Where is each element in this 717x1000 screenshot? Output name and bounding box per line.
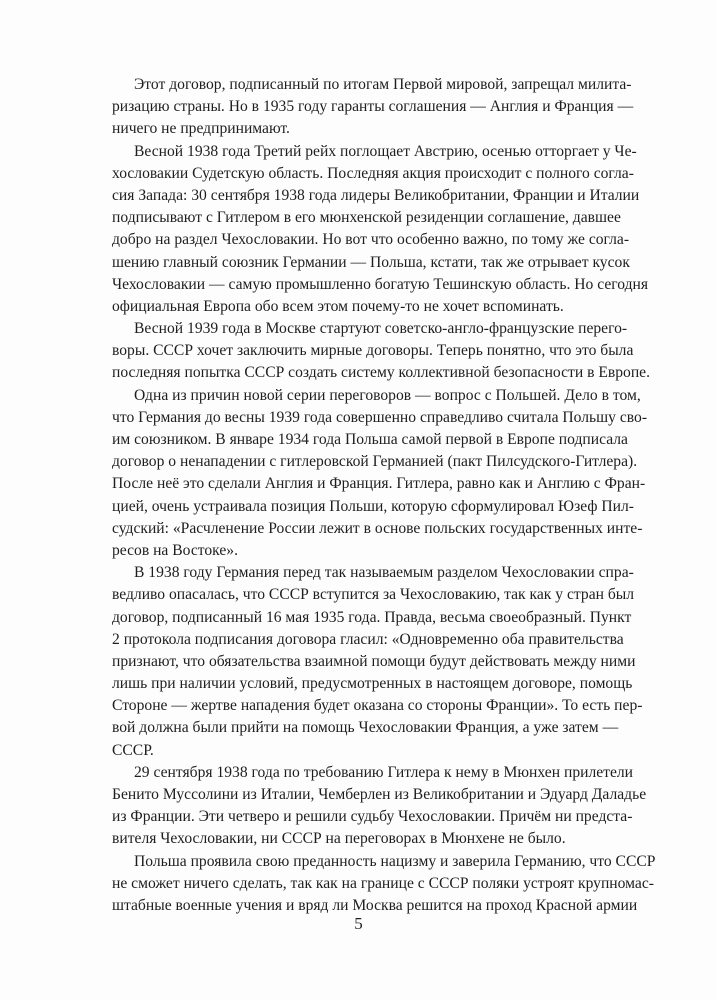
text-line: последняя попытка СССР создать систему коллективной безопасности в Европе. — [112, 364, 650, 382]
text-line: вителя Чехословакии, ни СССР на переговорах в Мюнхене не было. — [112, 830, 566, 848]
text-line: договор о ненападении с гитлеровской Германией (пакт Пилсудского-Гитлера). — [112, 453, 638, 471]
text-line: лишь при наличии условий, предусмотренных в настоящем договоре, помощь — [112, 675, 633, 693]
text-line: Чехословакии — самую промышленно богатую Тешинскую область. Но сегодня — [112, 275, 649, 293]
text-line: цией, очень устраивала позиция Польши, которую сформулировал Юзеф Пил- — [112, 497, 634, 515]
text-line: ризацию страны. Но в 1935 году гаранты соглашения — Англия и Франция — — [112, 98, 634, 116]
text-line: 29 сентября 1938 года по требованию Гитлера к нему в Мюнхен прилетели — [134, 763, 634, 781]
text-line: 2 протокола подписания договора гласил: «Одновременно оба правительства — [112, 630, 624, 648]
text-line: Польша проявила свою преданность нацизму и заверила Германию, что СССР — [134, 852, 656, 870]
text-line: ведливо опасалась, что СССР вступится за Чехословакию, так как у стран был — [112, 586, 635, 604]
text-line: Этот договор, подписанный по итогам Первой мировой, запрещал милита- — [134, 76, 632, 93]
text-line: штабные военные учения и вряд ли Москва решится на проход Красной армии — [112, 896, 638, 914]
page-number: 5 — [354, 914, 363, 933]
text-line: После неё это сделали Англия и Франция. Гитлера, равно как и Англию с Фран- — [112, 475, 646, 493]
text-line: договор, подписанный 16 мая 1935 года. Правда, весьма своеобразный. Пункт — [112, 608, 632, 626]
text-line: вой должна были прийти на помощь Чехословакии Франция, а уже затем — — [112, 719, 619, 737]
text-line: Одна из причин новой серии переговоров — вопрос с Польшей. Дело в том, — [134, 386, 641, 404]
text-line: официальная Европа обо всем этом почему-то не хочет вспоминать. — [112, 297, 564, 315]
text-line: добро на раздел Чехословакии. Но вот что особенно важно, по тому же согла- — [112, 231, 630, 249]
text-line: СССР. — [112, 741, 154, 759]
text-line: Стороне — жертве нападения будет оказана со стороны Франции». То есть пер- — [112, 697, 643, 715]
text-line: ничего не предпринимают. — [112, 120, 290, 138]
text-line: судский: «Расчленение России лежит в основе польских государственных инте- — [112, 519, 643, 537]
text-line: Весной 1939 года в Москве стартуют советско-англо-французские перего- — [134, 320, 628, 338]
text-line: подписывают с Гитлером в его мюнхенской резиденции соглашение, давшее — [112, 209, 621, 227]
text-line: Бенито Муссолини из Италии, Чемберлен из Великобритании и Эдуард Даладье — [112, 786, 647, 803]
text-line: хословакии Судетскую область. Последняя акция происходит с полного согла- — [112, 164, 634, 182]
text-line: признают, что обязательства взаимной помощи будут действовать между ними — [112, 652, 636, 670]
text-line: В 1938 году Германия перед так называемым разделом Чехословакии спра- — [134, 564, 634, 582]
text-line: им союзником. В январе 1934 года Польша самой первой в Европе подписала — [112, 431, 628, 448]
body-text — [112, 74, 656, 917]
text-line: воры. СССР хочет заключить мирные договоры. Теперь понятно, что это была — [112, 342, 634, 360]
text-line: из Франции. Эти четверо и решили судьбу Чехословакии. Причём ни предста- — [112, 808, 633, 826]
text-line: не сможет ничего сделать, так как на границе с СССР поляки устроят крупномас- — [112, 874, 654, 892]
text-line: ресов на Востоке». — [112, 541, 238, 559]
text-line: что Германия до весны 1939 года совершенно справедливо считала Польшу сво- — [112, 408, 648, 426]
text-line: шению главный союзник Германии — Польша, кстати, так же отрывает кусок — [112, 253, 630, 271]
text-line: сия Запада: 30 сентября 1938 года лидеры Великобритании, Франции и Италии — [112, 186, 640, 204]
text-line: Весной 1938 года Третий рейх поглощает Австрию, осенью отторгает у Че- — [134, 142, 637, 160]
